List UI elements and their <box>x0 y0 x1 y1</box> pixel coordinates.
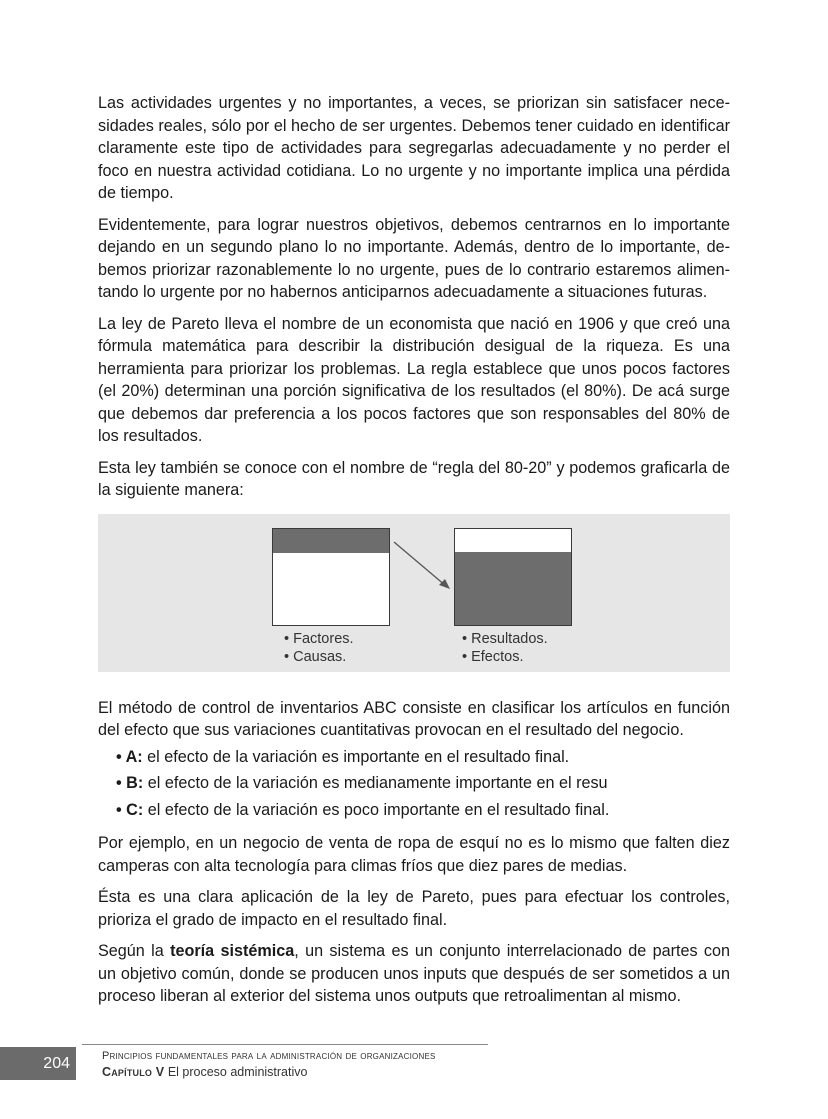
paragraph-objectives: Evidentemente, para lograr nuestros objetivos, debemos centrarnos en lo importante dejando en un segundo plano lo no importante. Además, dentro de lo importante, debemos priorizar razonablemente lo no urgente, pues de lo contrario estaremos alimentando lo urgente por no habernos anticiparnos adecuadamente a situaciones futuras. <box>98 215 730 301</box>
label-results: • Resultados. <box>462 630 548 647</box>
chapter-line <box>102 1064 436 1081</box>
arrow-icon <box>392 540 454 592</box>
label-factors: • Factores. <box>284 630 354 647</box>
factors-box-fill <box>273 529 389 553</box>
results-labels <box>462 630 548 666</box>
pareto-diagram <box>98 514 730 672</box>
bullet-mark: • C: <box>116 800 144 819</box>
chapter-title: El proceso administrativo <box>164 1065 308 1079</box>
label-causes: • Causas. <box>284 648 347 665</box>
footer-divider <box>82 1044 488 1045</box>
systems-theory-term: teoría sistémica <box>170 942 295 960</box>
book-title: Principios fundamentales para la administración de organizaciones <box>102 1050 436 1062</box>
bullet-text: el efecto de la variación es importante en el resultado final. <box>142 747 570 766</box>
paragraph-systems-theory <box>98 940 730 1008</box>
bullet-text: el efecto de la variación es medianamente importante en el resu <box>143 774 608 792</box>
paragraph-urgent-not-important: Las actividades urgentes y no importantes, a veces, se priorizan sin satisfacer necesidades reales, sólo por el hecho de ser urgentes. Debemos tener cuidado en identificar claramente este tipo de actividades para segregarlas adecuadamente y no perder el foco en nuestra actividad cotidiana. Lo no urgente y no importante implica una pérdida de tiempo. <box>98 94 730 202</box>
page-number: 204 <box>0 1047 76 1080</box>
systems-text-after: , un sistema es un conjunto interrelacionado de partes con un objetivo común, donde se producen unos inputs que después de ser sometidos a un proceso liberan al exterior del sistema unos outputs que retroalimentan al mismo. <box>98 942 731 1005</box>
paragraph-pareto-application: Ésta es una clara aplicación de la ley de Pareto, pues para efectuar los controles, prioriza el grado de impacto en el resultado final. <box>98 888 730 929</box>
list-item <box>98 770 730 797</box>
list-item <box>98 797 730 824</box>
paragraph-pareto-law: La ley de Pareto lleva el nombre de un economista que nació en 1906 y que creó una fórmula matemática para describir la distribución desigual de la riqueza. Es una herramienta para priorizar los problemas. La regla establece que unos pocos factores (el 20%) determinan una porción significativa de los resultados (el 80%). De acá surge que debemos dar preferencia a los pocos factores que son responsables del 80% de los resultados. <box>98 314 730 445</box>
paragraph-abc-method: El método de control de inventarios ABC consiste en clasificar los artículos en función del efecto que sus variaciones cuantitativas provocan en el resultado del negocio. <box>98 698 730 739</box>
bullet-text: el efecto de la variación es poco importante en el resultado final. <box>143 800 610 819</box>
systems-text-before: Según la <box>98 942 171 960</box>
results-box-fill <box>455 552 571 625</box>
label-effects: • Efectos. <box>462 648 524 665</box>
abc-list <box>98 744 730 824</box>
paragraph-80-20-rule: Esta ley también se conoce con el nombre de “regla del 80-20” y podemos graficarla de la siguiente manera: <box>98 458 730 499</box>
footer-running-head <box>102 1048 436 1081</box>
factors-box <box>272 528 390 626</box>
list-item <box>98 744 730 771</box>
results-box <box>454 528 572 626</box>
bullet-mark: • B: <box>116 774 144 792</box>
paragraph-ski-example: Por ejemplo, en un negocio de venta de ropa de esquí no es lo mismo que falten diez camperas con alta tecnología para climas fríos que diez pares de medias. <box>98 834 730 875</box>
page-content <box>98 92 730 1017</box>
chapter-label: Capítulo V <box>102 1065 165 1079</box>
bullet-mark: • A: <box>116 747 143 766</box>
factors-labels <box>284 630 354 666</box>
